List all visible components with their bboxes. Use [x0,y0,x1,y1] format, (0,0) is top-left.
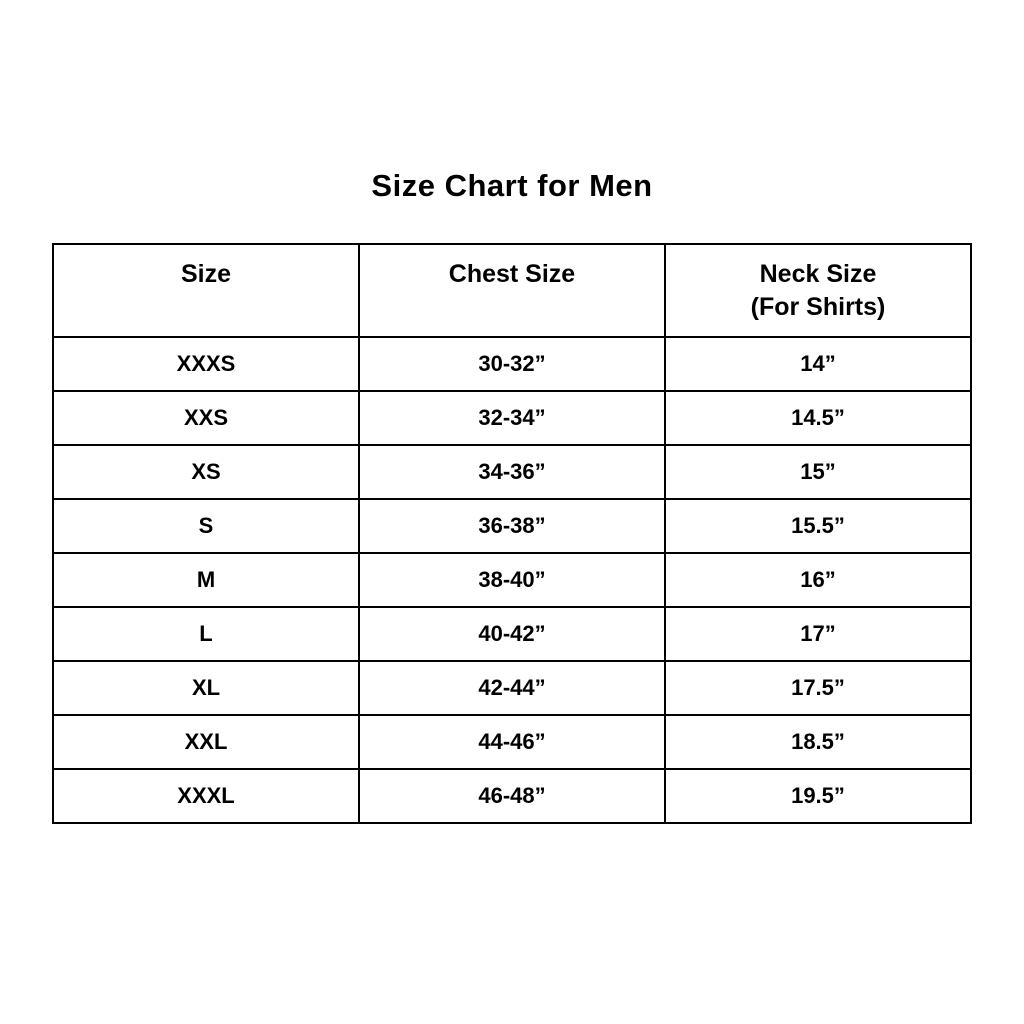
header-neck-size-label: Neck Size [759,259,877,288]
size-cell: XS [53,445,359,499]
header-neck-size [665,244,971,337]
size-cell: XL [53,661,359,715]
chest-cell: 38-40” [359,553,665,607]
header-row [53,244,971,337]
table-row [53,553,971,607]
neck-cell: 18.5” [665,715,971,769]
size-cell: XXXL [53,769,359,823]
chest-cell: 46-48” [359,769,665,823]
table-row [53,499,971,553]
header-size [53,244,359,337]
size-cell: XXL [53,715,359,769]
chest-cell: 40-42” [359,607,665,661]
size-cell: S [53,499,359,553]
chest-cell: 30-32” [359,337,665,391]
table-row [53,769,971,823]
header-chest-size-label: Chest Size [448,259,576,288]
size-chart-table [52,243,972,824]
neck-cell: 15.5” [665,499,971,553]
neck-cell: 17” [665,607,971,661]
neck-cell: 16” [665,553,971,607]
table-header [53,244,971,337]
neck-cell: 17.5” [665,661,971,715]
chest-cell: 32-34” [359,391,665,445]
table-body [53,337,971,823]
size-cell: XXS [53,391,359,445]
table-row [53,715,971,769]
neck-cell: 14” [665,337,971,391]
neck-cell: 14.5” [665,391,971,445]
table-row [53,445,971,499]
neck-cell: 19.5” [665,769,971,823]
table-row [53,661,971,715]
table-row [53,391,971,445]
neck-cell: 15” [665,445,971,499]
chest-cell: 42-44” [359,661,665,715]
size-cell: L [53,607,359,661]
chest-cell: 44-46” [359,715,665,769]
header-size-label: Size [180,259,232,288]
chest-cell: 36-38” [359,499,665,553]
header-size-sublabel [54,291,358,324]
header-chest-size-sublabel [360,291,664,324]
chest-cell: 34-36” [359,445,665,499]
size-cell: M [53,553,359,607]
header-chest-size [359,244,665,337]
header-neck-size-sublabel: (For Shirts) [750,292,886,321]
table-row [53,337,971,391]
page-title: Size Chart for Men [371,168,653,203]
table-row [53,607,971,661]
size-cell: XXXS [53,337,359,391]
